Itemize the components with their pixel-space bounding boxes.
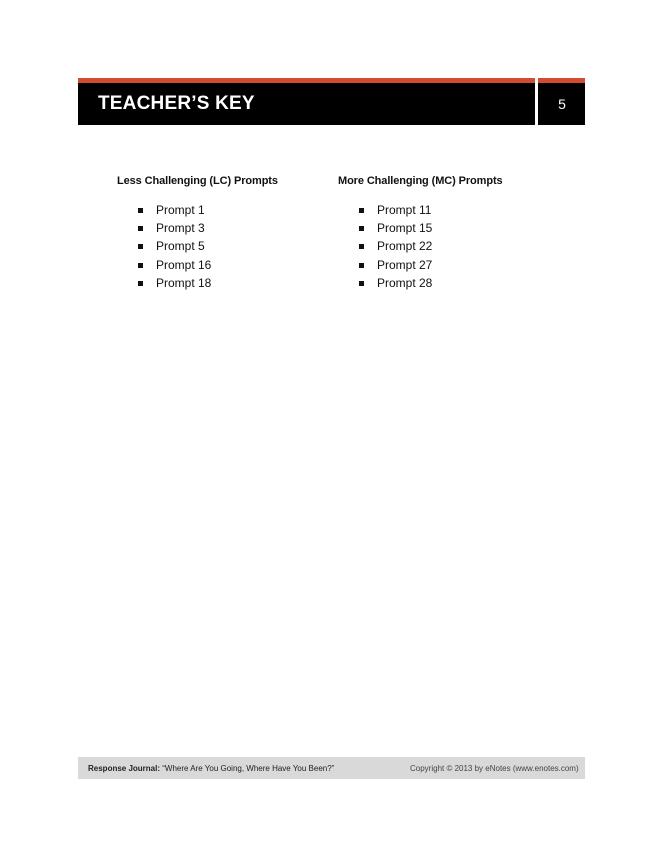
mc-prompts-heading: More Challenging (MC) Prompts: [338, 175, 503, 187]
header-divider: [535, 78, 538, 125]
list-item-label: Prompt 28: [377, 275, 433, 290]
list-item-label: Prompt 1: [156, 203, 205, 217]
mc-prompt-list: [338, 201, 503, 292]
lc-prompts-column: [117, 174, 278, 292]
page-title: TEACHER’S KEY: [98, 93, 255, 114]
footer-quote: “Where Are You Going, Where Have You Been?”: [160, 764, 335, 773]
list-item: [338, 237, 503, 255]
footer-copyright: Copyright © 2013 by eNotes (www.enotes.com): [410, 764, 579, 773]
list-item: [117, 256, 278, 274]
bullet-icon: [359, 281, 364, 286]
list-item: [117, 274, 278, 292]
list-item-label: Prompt 15: [377, 221, 433, 236]
list-item-label: Prompt 16: [156, 257, 212, 272]
list-item-label: Prompt 11: [377, 203, 432, 217]
bullet-icon: [138, 263, 143, 268]
page-number: 5: [558, 96, 566, 112]
lc-prompt-list: [117, 201, 278, 292]
bullet-icon: [359, 226, 364, 231]
bullet-icon: [138, 281, 143, 286]
list-item: [338, 219, 503, 237]
mc-prompts-column: [338, 174, 503, 292]
bullet-icon: [359, 263, 364, 268]
list-item-label: Prompt 22: [377, 239, 433, 254]
list-item-label: Prompt 27: [377, 257, 433, 272]
list-item: [117, 219, 278, 237]
list-item: [117, 237, 278, 255]
list-item: [117, 201, 278, 219]
list-item-label: Prompt 18: [156, 275, 212, 290]
list-item-label: Prompt 3: [156, 221, 205, 236]
bullet-icon: [138, 208, 143, 213]
bullet-icon: [359, 244, 364, 249]
bullet-icon: [359, 208, 364, 213]
footer-title: [88, 763, 334, 774]
list-item-label: Prompt 5: [156, 239, 205, 254]
list-item: [338, 256, 503, 274]
footer-label: Response Journal:: [88, 764, 161, 773]
bullet-icon: [138, 226, 143, 231]
list-item: [338, 201, 503, 219]
list-item: [338, 274, 503, 292]
bullet-icon: [138, 244, 143, 249]
lc-prompts-heading: Less Challenging (LC) Prompts: [117, 175, 278, 187]
